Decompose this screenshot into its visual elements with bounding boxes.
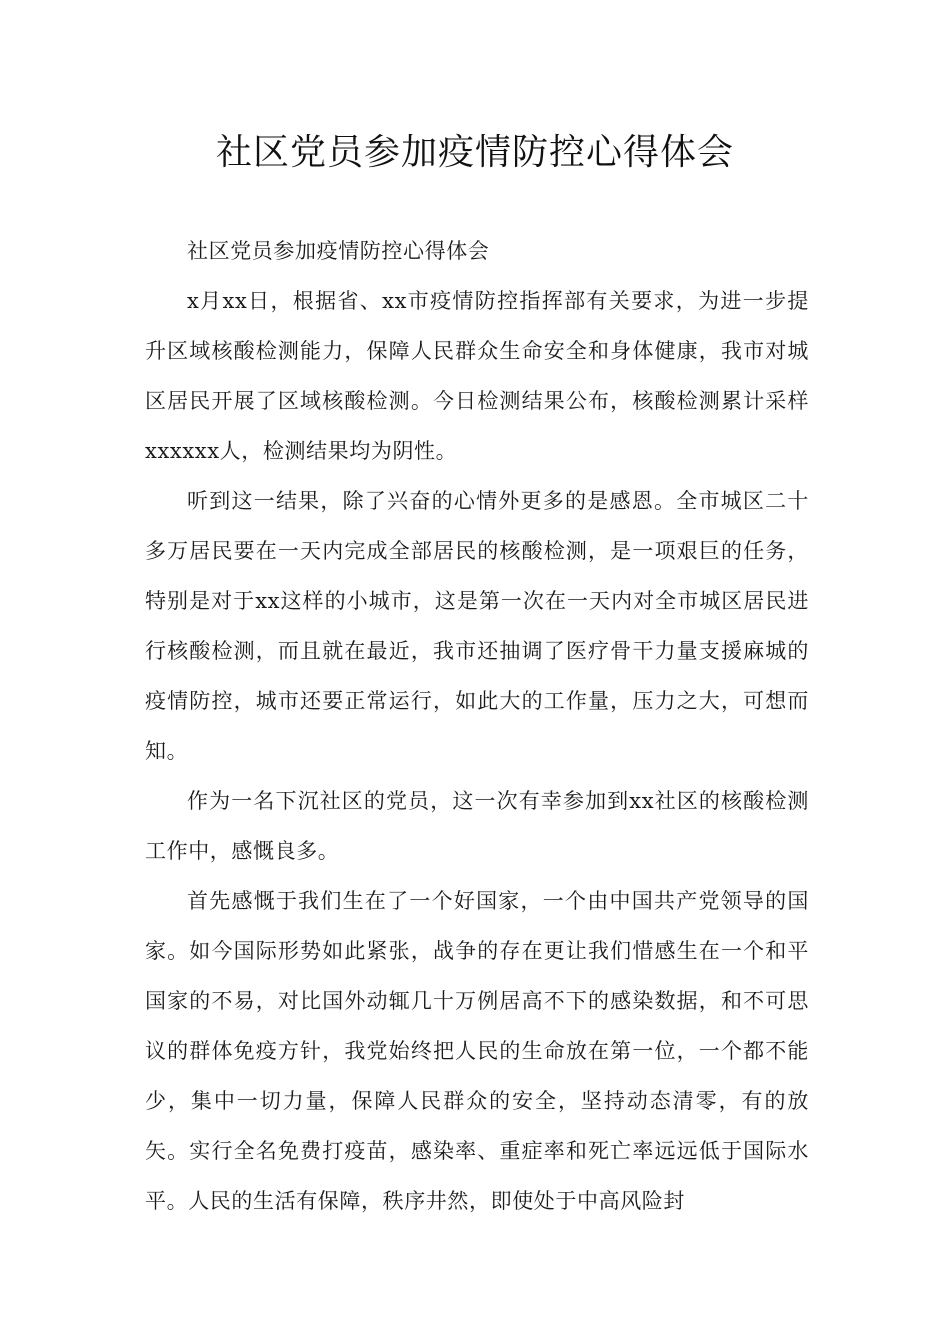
paragraph: x月xx日，根据省、xx市疫情防控指挥部有关要求，为进一步提升区域核酸检测能力，保障人民群众生命安全和身体健康，我市对城区居民开展了区域核酸检测。今日检测结果公布，核酸检测累计采样xxxxxx人，检测结果均为阴性。	[145, 289, 809, 463]
paragraph: 首先感慨于我们生在了一个好国家，一个由中国共产党领导的国家。如今国际形势如此紧张，战争的存在更让我们惜感生在一个和平国家的不易，对比国外动辄几十万例居高不下的感染数据，和不可思议的群体免疫方针，我党始终把人民的生命放在第一位，一个都不能少，集中一切力量，保障人民群众的安全，坚持动态清零，有的放矢。实行全名免费打疫苗，感染率、重症率和死亡率远远低于国际水平。人民的生活有保障，秩序井然，即使处于中高风险封	[145, 889, 809, 1213]
paragraph: 听到这一结果，除了兴奋的心情外更多的是感恩。全市城区二十多万居民要在一天内完成全部居民的核酸检测，是一项艰巨的任务，特别是对于xx这样的小城市，这是第一次在一天内对全市城区居民进行核酸检测，而且就在最近，我市还抽调了医疗骨干力量支援麻城的疫情防控，城市还要正常运行，如此大的工作量，压力之大，可想而知。	[145, 489, 809, 763]
document-title: 社区党员参加疫情防控心得体会	[215, 132, 734, 173]
document-body	[145, 226, 809, 1226]
paragraph: 作为一名下沉社区的党员，这一次有幸参加到xx社区的核酸检测工作中，感慨良多。	[145, 789, 809, 863]
paragraph-subtitle: 社区党员参加疫情防控心得体会	[187, 239, 490, 263]
